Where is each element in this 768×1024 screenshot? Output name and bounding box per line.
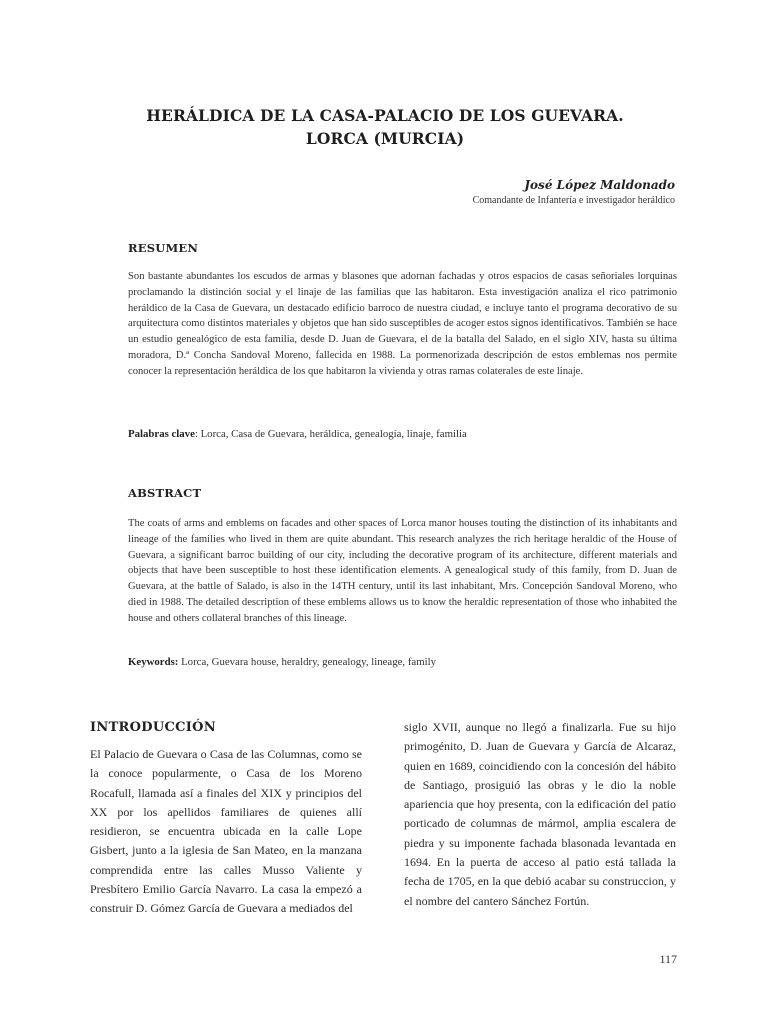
article-title [100,104,670,150]
author-affiliation: Comandante de Infantería e investigador heráldico [472,195,675,206]
introduccion-right-column: siglo XVII, aunque no llegó a finalizarla. Fue su hijo primogénito, D. Juan de Guevara y García de Alcaraz, quien en 1689, coincidiendo con la concesión del hábito de Santiago, prosiguió las obras y le dio la noble apariencia que hoy presenta, con la edificación del patio porticado de columnas de mármol, amplia escalera de piedra y su imponente fachada blasonada levantada en 1694. En la puerta de acceso al patio está tallada la fecha de 1705, en la que debió acabar su construccion, y el nombre del cantero Sánchez Fortún. [404,720,676,908]
introduccion-heading: INTRODUCCIÓN [90,720,216,735]
abstract-text: The coats of arms and emblems on facades and other spaces of Lorca manor houses touting the distinction of its inhabitants and lineage of the families who lived in them are quite abundant. This research analyzes the rich heritage heraldic of the House of Guevara, a significant barroc building of our city, including the decorative program of its architecture, different materials and objects that have been susceptible to host these identification elements. A genealogical study of this family, from D. Juan de Guevara, at the battle of Salado, is also in the 14TH century, until its last inhabitant, Mrs. Concepción Sandoval Moreno, who died in 1988. The detailed description of these emblems allows us to know the heraldic representation of those who inhabited the house and others collateral branches of this lineage. [128,518,677,624]
title-line-2: LORCA (MURCIA) [305,129,465,148]
introduccion-left-column: El Palacio de Guevara o Casa de las Columnas, como se la conoce popularmente, o Casa de los Moreno Rocafull, llamada así a finales del XIX y principios del XX por los apellidos familiares de quienes allí residieron, se encuentra ubicada en la calle Lope Gisbert, junto a la iglesia de San Mateo, en la manzana comprendida entre las calles Musso Valiente y Presbítero Emilio García Navarro. La casa la empezó a construir D. Gómez García de Guevara a mediados del [90,747,362,916]
title-line-1: HERÁLDICA DE LA CASA-PALACIO DE LOS GUEVARA. [146,106,624,125]
resumen-keywords-label: Palabras clave [128,428,195,440]
abstract-heading: ABSTRACT [128,486,202,500]
resumen-keywords [128,428,677,440]
abstract-keywords-list: Lorca, Guevara house, heraldry, genealogy, lineage, family [178,656,437,668]
resumen-text: Son bastante abundantes los escudos de armas y blasones que adornan fachadas y otros espacios de casas señoriales lorquinas proclamando la distinción social y el linaje de las familias que las habitaron. Esta investigación analiza el rico patrimonio heráldico de la Casa de Guevara, un destacado edificio barroco de nuestra ciudad, e incluye tanto el programa decorativo de su arquitectura como distintos materiales y objetos que han sido susceptibles de acoger estos signos identificativos. También se hace un estudio genealógico de esta familia, desde D. Juan de Guevara, el de la batalla del Salado, en el siglo XIV, hasta su última moradora, D.ª Concha Sandoval Moreno, fallecida en 1988. La pormenorizada descripción de estos emblemas nos permite conocer la representación heráldica de los que habitaron la vivienda y otras ramas colaterales de este linaje. [128,271,677,377]
abstract-keywords [128,656,677,668]
page-number: 117 [659,952,677,966]
resumen-heading: RESUMEN [128,241,199,255]
abstract-keywords-label: Keywords: [128,656,179,668]
resumen-keywords-list: : Lorca, Casa de Guevara, heráldica, genealogía, linaje, familia [194,428,467,440]
author-name: José López Maldonado [524,178,675,192]
